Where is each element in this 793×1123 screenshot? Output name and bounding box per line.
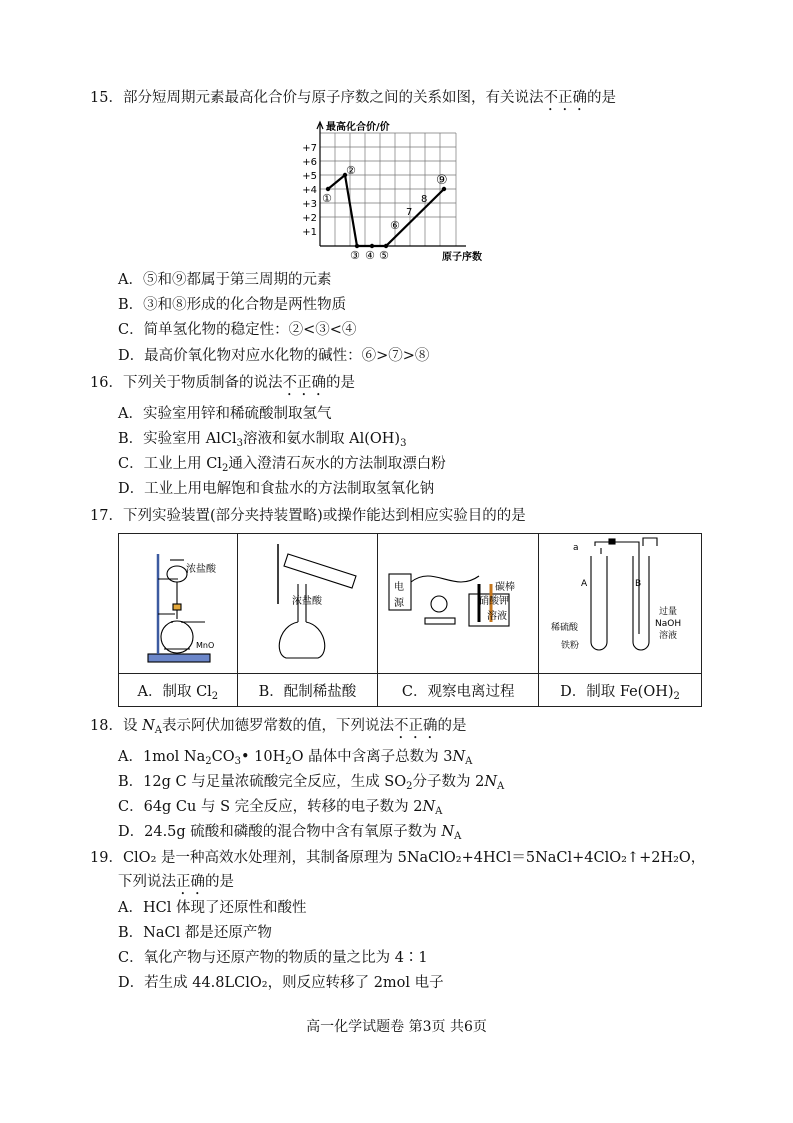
svg-text:B: B	[635, 579, 642, 589]
y-tick-label: +7	[302, 143, 317, 154]
page-footer: 高一化学试题卷 第3页 共6页	[306, 1019, 487, 1035]
q16-option-b: B．实验室用 AlCl$_3$溶液和氨水制取 $Al(OH)_3$	[118, 431, 407, 449]
q16-option-d: D．工业上用电解饱和食盐水的方法制取氢氧化钠	[118, 481, 435, 497]
caption-a: A．制取 $Cl_2$	[119, 674, 238, 707]
point-label: 8	[421, 194, 428, 205]
point-label: ②	[346, 164, 356, 177]
apparatus-c	[378, 534, 539, 674]
q19-stem: 19．ClO₂ 是一种高效水处理剂，其制备原理为 5NaClO₂+4HCl＝5NaCl+4ClO₂↑+2H₂O，	[90, 850, 706, 866]
q19-option-c: C．氧化产物与还原产物的物质的量之比为 4∶1	[118, 950, 428, 966]
point-label: ①	[322, 192, 332, 205]
svg-text:溶液: 溶液	[659, 631, 678, 641]
q16-option-a: A．实验室用锌和稀硫酸制取氢气	[118, 406, 332, 422]
q18-stem: 18．设 $N_A$表示阿伏加德罗常数的值，下列说法不正确的是	[90, 718, 467, 736]
point-label: ③	[350, 249, 360, 262]
svg-text:硝酸钾: 硝酸钾	[479, 596, 510, 607]
y-tick-label: +4	[302, 185, 317, 196]
y-tick-label: +6	[302, 157, 317, 168]
dilution-figure	[238, 534, 376, 669]
point-label: ④	[365, 249, 375, 262]
caption-c: C．观察电离过程	[378, 674, 539, 707]
q19-option-b: B．NaCl 都是还原产物	[118, 925, 272, 941]
cl2-generator-figure	[120, 534, 236, 669]
svg-text:A: A	[581, 579, 588, 589]
svg-text:浓盐酸: 浓盐酸	[292, 596, 323, 607]
svg-text:碳棒: 碳棒	[495, 582, 516, 593]
svg-text:源: 源	[394, 598, 405, 609]
apparatus-d	[539, 534, 702, 674]
y-tick-label: +1	[302, 227, 317, 238]
q15-option-d: D．最高价氧化物对应水化物的碱性：⑥>⑦>⑧	[118, 348, 430, 364]
q18-option-a: A．1mol $Na_2CO_3•$ $10H_2O$ 晶体中含离子总数为 $3N_A$	[118, 749, 473, 767]
point-label: ⑨	[436, 173, 448, 188]
q15-option-c: C．简单氢化物的稳定性：②<③<④	[118, 322, 357, 338]
x-axis-label: 原子序数	[442, 252, 482, 263]
apparatus-a	[119, 534, 238, 674]
q19-option-d: D．若生成 44.8LClO₂，则反应转移了 2mol 电子	[118, 975, 444, 991]
svg-text:a: a	[573, 543, 579, 553]
y-axis-label: 最高化合价/价	[326, 122, 390, 133]
y-tick-label: +5	[302, 171, 317, 182]
caption-d: D．制取 $Fe(OH)_2$	[539, 674, 702, 707]
q15-stem: 15．部分短周期元素最高化合价与原子序数之间的关系如图，有关说法不正确的是	[90, 90, 616, 106]
svg-text:溶液: 溶液	[487, 611, 508, 622]
svg-text:电: 电	[394, 582, 405, 593]
feoh2-figure	[539, 534, 701, 669]
q19-option-a: A．HCl 体现了还原性和酸性	[118, 900, 307, 916]
caption-b: B．配制稀盐酸	[237, 674, 378, 707]
point-label: ⑤	[379, 249, 389, 262]
svg-text:浓盐酸: 浓盐酸	[185, 564, 216, 575]
q18-option-c: C．64g Cu 与 S 完全反应，转移的电子数为 $2N_A$	[118, 799, 443, 817]
point-label: 7	[406, 207, 413, 218]
point-label: ⑥	[390, 219, 400, 232]
q17-apparatus-table	[118, 533, 702, 707]
svg-text:NaOH: NaOH	[655, 619, 682, 629]
q18-option-b: B．12g C 与足量浓硫酸完全反应，生成 $SO_2$分子数为 $2N_A$	[118, 774, 505, 792]
electrolysis-figure	[379, 534, 537, 669]
q16-option-c: C．工业上用 $Cl_2$通入澄清石灰水的方法制取漂白粉	[118, 456, 446, 474]
q15-option-a: A．⑤和⑨都属于第三周期的元素	[118, 272, 332, 288]
y-tick-label: +3	[302, 199, 317, 210]
q16-stem: 16．下列关于物质制备的说法不正确的是	[90, 375, 355, 391]
svg-text:过量: 过量	[659, 607, 678, 617]
q15-option-b: B．③和⑧形成的化合物是两性物质	[118, 297, 347, 313]
q19-stem-line2: 下列说法正确的是	[118, 874, 234, 890]
q18-option-d: D．24.5g 硫酸和磷酸的混合物中含有氧原子数为 $N_A$	[118, 824, 462, 842]
data-line	[328, 175, 444, 246]
svg-text:稀硫酸: 稀硫酸	[551, 623, 579, 633]
y-tick-label: +2	[302, 213, 317, 224]
q17-stem: 17．下列实验装置(部分夹持装置略)或操作能达到相应实验目的的是	[90, 508, 526, 524]
apparatus-b	[237, 534, 378, 674]
svg-text:铁粉: 铁粉	[561, 641, 580, 651]
svg-text:MnO: MnO	[195, 641, 215, 650]
q15-chart	[290, 118, 505, 268]
